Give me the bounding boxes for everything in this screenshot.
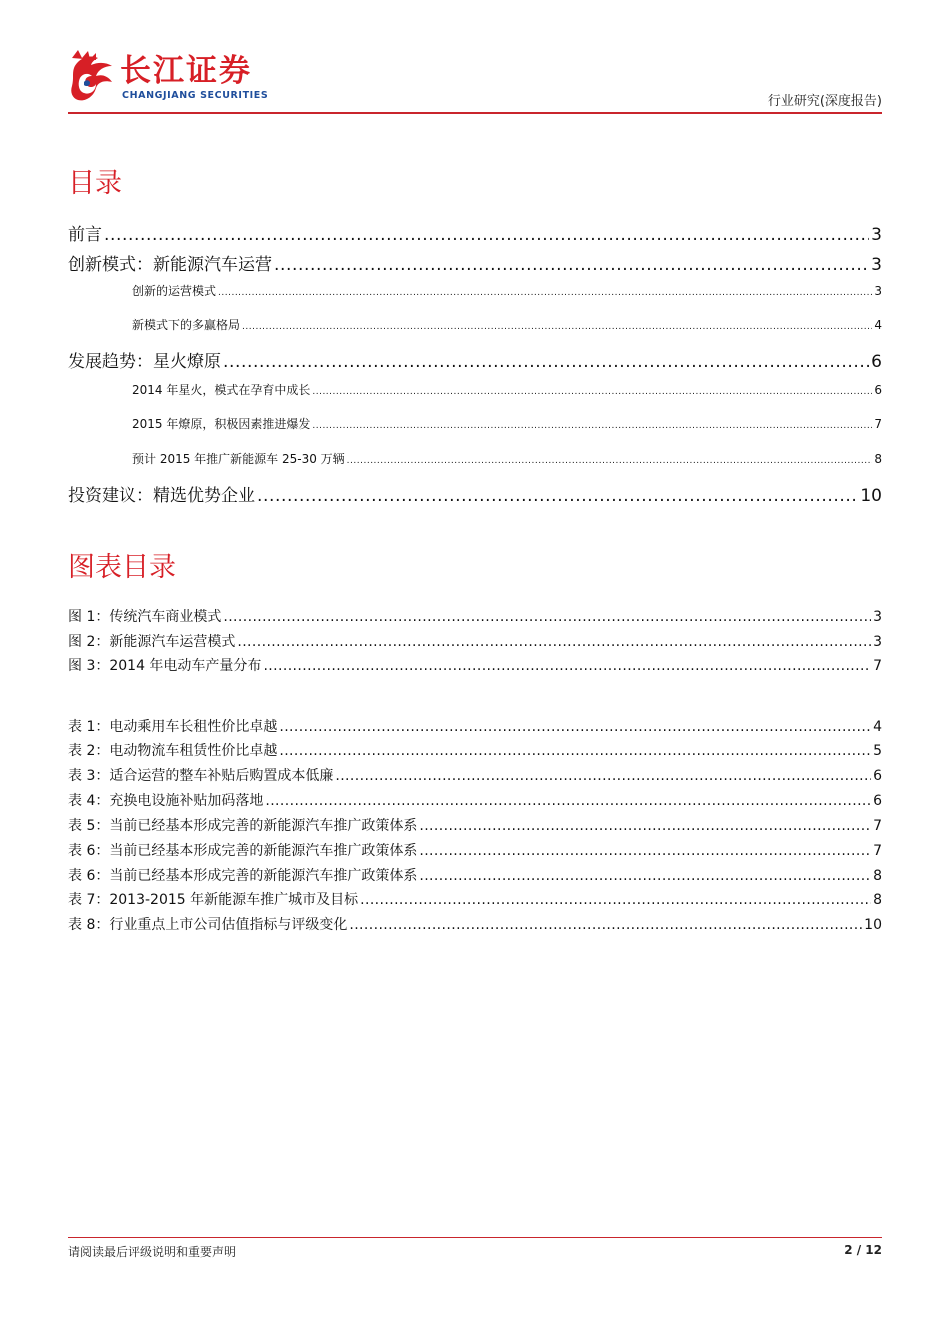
toc-entry[interactable] [68, 250, 882, 274]
table-entry-page: 4 [873, 719, 882, 735]
table-entry-page: 8 [873, 868, 882, 884]
table-entry-page: 6 [873, 793, 882, 809]
page-header [68, 48, 882, 114]
toc-entry[interactable] [68, 220, 882, 244]
table-entry[interactable] [68, 790, 882, 810]
toc-entry-page: 3 [871, 225, 882, 245]
toc-entry-page: 10 [860, 486, 882, 506]
changjiang-logo-icon [68, 48, 118, 106]
toc-subentry[interactable] [132, 282, 882, 300]
toc-entry-label: 2015 年燎原，积极因素推进爆发 [132, 417, 311, 431]
table-entry[interactable] [68, 865, 882, 885]
table-entry-label: 表 8：行业重点上市公司估值指标与评级变化 [68, 917, 348, 933]
table-entry-page: 5 [873, 743, 882, 759]
toc-entry-label: 创新模式：新能源汽车运营 [68, 255, 272, 275]
toc-entry-page: 3 [874, 284, 882, 298]
table-entry[interactable] [68, 740, 882, 760]
toc-entry-page: 6 [871, 352, 882, 372]
toc-entry-label: 前言 [68, 225, 102, 245]
table-entry-label: 表 6：当前已经基本形成完善的新能源汽车推广政策体系 [68, 868, 418, 884]
figure-entry[interactable] [68, 655, 882, 675]
toc-subentry[interactable] [132, 381, 882, 399]
footer-disclaimer: 请阅读最后评级说明和重要声明 [68, 1245, 237, 1259]
table-entry-page: 7 [873, 818, 882, 834]
toc-entry-page: 7 [874, 417, 882, 431]
toc-entry-label: 预计 2015 年推广新能源车 25-30 万辆 [132, 452, 345, 466]
toc-entry[interactable] [68, 347, 882, 371]
logo-text-en: CHANGJIANG SECURITIES [122, 90, 269, 101]
table-entry-page: 7 [873, 843, 882, 859]
table-entry-page: 8 [873, 892, 882, 908]
toc-subentry[interactable] [132, 415, 882, 433]
table-entry-label: 表 7：2013-2015 年新能源车推广城市及目标 [68, 892, 359, 908]
toc-subentry[interactable] [132, 450, 882, 468]
header-divider [68, 112, 882, 114]
figure-entry-label: 图 3：2014 年电动车产量分布 [68, 658, 262, 674]
toc-entry-page: 8 [874, 452, 882, 466]
table-entry[interactable] [68, 889, 882, 909]
figure-entry-page: 7 [873, 658, 882, 674]
table-entry[interactable] [68, 840, 882, 860]
toc-title: 目录 [68, 168, 122, 199]
table-entry-label: 表 5：当前已经基本形成完善的新能源汽车推广政策体系 [68, 818, 418, 834]
figure-entry-page: 3 [873, 634, 882, 650]
table-entry[interactable] [68, 914, 882, 934]
figure-entry-page: 3 [873, 609, 882, 625]
figures-title: 图表目录 [68, 552, 176, 583]
footer-divider [68, 1237, 882, 1238]
toc-entry-label: 发展趋势：星火燎原 [68, 352, 221, 372]
figure-entry[interactable] [68, 631, 882, 651]
table-entry-page: 6 [873, 768, 882, 784]
report-type: 行业研究(深度报告) [767, 94, 882, 109]
figure-entry-label: 图 2：新能源汽车运营模式 [68, 634, 236, 650]
toc-entry[interactable] [68, 481, 882, 505]
toc-subentry[interactable] [132, 316, 882, 334]
toc-entry-page: 6 [874, 383, 882, 397]
figure-entry[interactable] [68, 606, 882, 626]
table-entry-label: 表 4：充换电设施补贴加码落地 [68, 793, 264, 809]
toc-entry-label: 2014 年星火，模式在孕育中成长 [132, 383, 311, 397]
toc-entry-label: 新模式下的多赢格局 [132, 318, 241, 332]
figure-entry-label: 图 1：传统汽车商业模式 [68, 609, 222, 625]
table-entry[interactable] [68, 765, 882, 785]
table-entry-label: 表 3：适合运营的整车补贴后购置成本低廉 [68, 768, 334, 784]
toc-entry-page: 4 [874, 318, 882, 332]
table-entry-label: 表 6：当前已经基本形成完善的新能源汽车推广政策体系 [68, 843, 418, 859]
table-entry[interactable] [68, 716, 882, 736]
toc-entry-page: 3 [871, 255, 882, 275]
table-entry-label: 表 2：电动物流车租赁性价比卓越 [68, 743, 278, 759]
table-entry-page: 10 [864, 917, 882, 933]
table-entry-label: 表 1：电动乘用车长租性价比卓越 [68, 719, 278, 735]
page-number: 2 / 12 [844, 1243, 882, 1257]
toc-entry-label: 创新的运营模式 [132, 284, 217, 298]
table-entry[interactable] [68, 815, 882, 835]
toc-entry-label: 投资建议：精选优势企业 [68, 486, 255, 506]
logo-text-cn: 长江证券 [120, 53, 252, 89]
